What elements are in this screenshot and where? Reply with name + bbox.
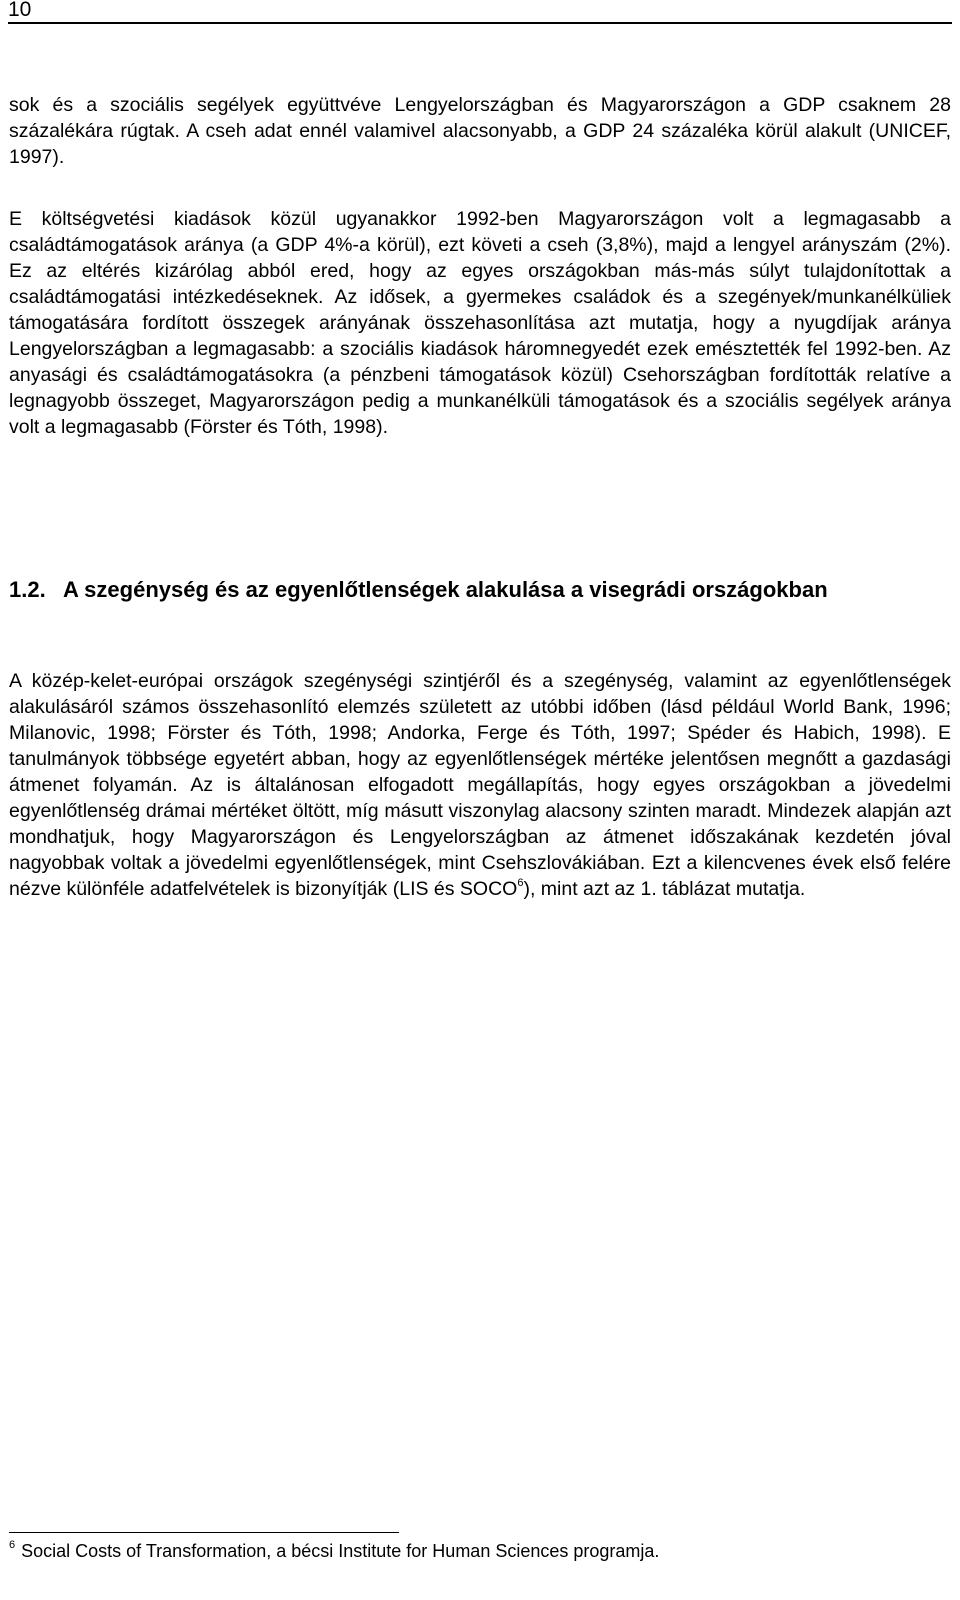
footnote	[9, 1539, 951, 1563]
paragraph-3-end: ), mint azt az 1. táblázat mutatja.	[523, 878, 806, 900]
footnote-marker: 6	[9, 1539, 16, 1551]
page-header	[8, 0, 952, 24]
footnote-separator	[9, 1532, 399, 1533]
paragraph-2: E költségvetési kiadások közül ugyanakkor 1992-ben Magyarországon volt a legmagasabb a családtámogatások aránya (a GDP 4%-a körül), ezt követi a cseh (3,8%), majd a lengyel arányszám (2%). Ez az eltérés kizárólag abból ered, hogy az egyes országokban más-más súlyt tulajdonítottak a családtámogatási intézkedéseknek. Az idősek, a gyermekes családok és a szegények/munkanélküliek támogatására fordított összegek arányának összehasonlítása azt mutatja, hogy a nyugdíjak aránya Lengyelországban a legmagasabb: a szociális kiadások háromnegyedét ezek emésztették fel 1992-ben. Az anyasági és családtámogatásokra (a pénzbeni támogatások közül) Csehországban fordították relatíve a legnagyobb összeget, Magyarországon pedig a munkanélküli támogatások és a szociális segélyek aránya volt a legmagasabb (Förster és Tóth, 1998).	[9, 208, 951, 438]
section-number: 1.2.	[9, 577, 46, 602]
section-title: A szegénység és az egyenlőtlenségek alakulása a visegrádi országokban	[63, 577, 828, 602]
page-number: 10	[8, 0, 32, 21]
paragraph-3	[9, 668, 951, 902]
paragraph-3-text: A közép-kelet-európai országok szegénységi szintjéről és a szegénység, valamint az egyenlőtlenségek alakulásáról számos összehasonlító elemzés született az utóbbi időben (lásd például World Bank, 1996; Milanovic, 1998; Förster és Tóth, 1998; Andorka, Ferge és Tóth, 1997; Spéder és Habich, 1998). E tanulmányok többsége egyetért abban, hogy az egyenlőtlenségek mértéke jelentősen megnőtt a gazdasági átmenet folyamán. Az is általánosan elfogadott megállapítás, hogy egyes országokban a jövedelmi egyenlőtlenség drámai mértéket öltött, míg másutt viszonylag alacsony szinten maradt. Mindezek alapján azt mondhatjuk, hogy Magyarországon és Lengyelországban az átmenet időszakának kezdetén jóval nagyobbak voltak a jövedelmi egyenlőtlenségek, mint Csehszlovákiában. Ezt a kilencvenes évek első felére nézve különféle adatfelvételek is bizonyítják (LIS és SOCO	[9, 670, 951, 900]
paragraph-1: sok és a szociális segélyek együttvéve Lengyelországban és Magyarországon a GDP csaknem 28 százalékára rúgtak. A cseh adat ennél valamivel alacsonyabb, a GDP 24 százaléka körül alakult (UNICEF, 1997).	[9, 94, 951, 168]
footnote-text: Social Costs of Transformation, a bécsi Institute for Human Sciences programja.	[21, 1541, 660, 1561]
footnote-reference[interactable]: 6	[517, 877, 524, 889]
